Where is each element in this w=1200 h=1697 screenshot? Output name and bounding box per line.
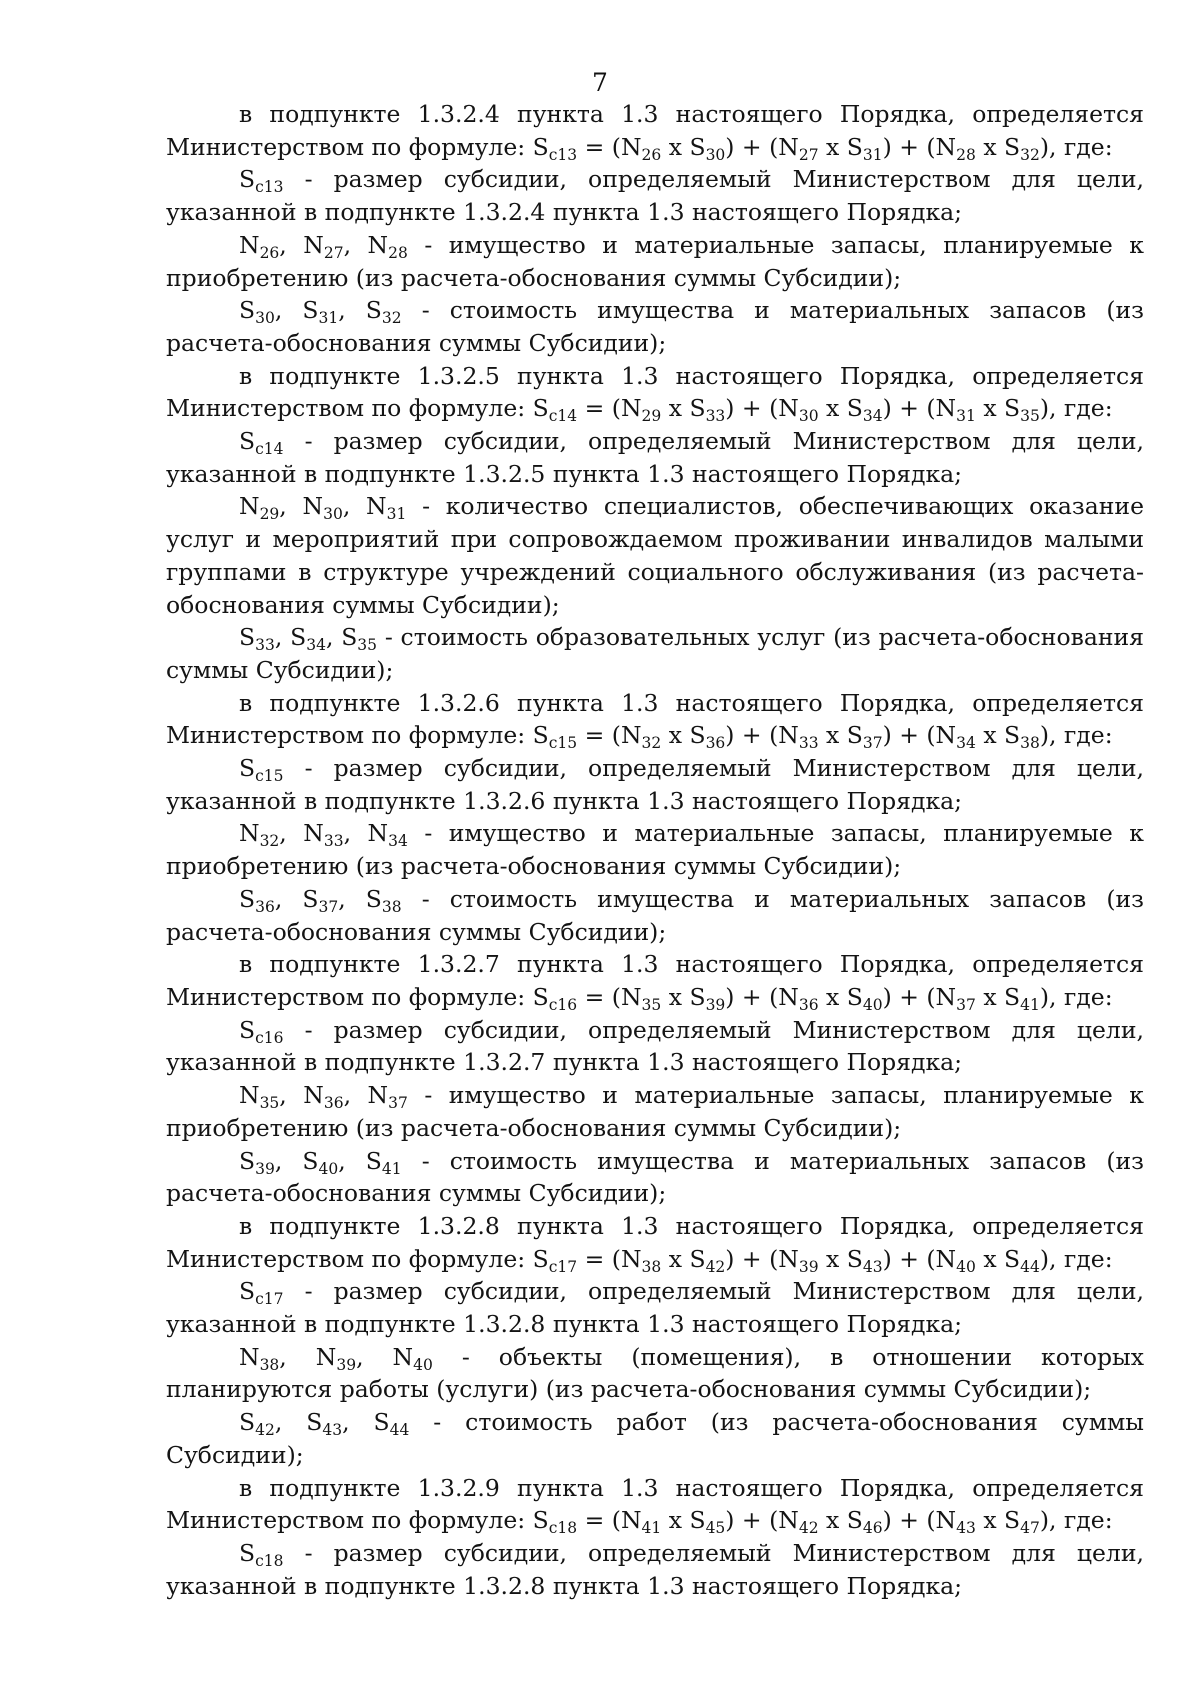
paragraph: $S_{39}$, $S_{40}$, $S_{41}$ - стоимость имущества и материальных запасов (из расчета-обоснования суммы Субсидии); xyxy=(166,1146,1145,1208)
paragraph: $S_{с16}$ - размер субсидии, определяемый Министерством для цели, указанной в подпункте 1.3.2.7 пункта 1.3 настоящего Порядка; xyxy=(166,1015,1144,1077)
paragraph: $S_{36}$, $S_{37}$, $S_{38}$ - стоимость имущества и материальных запасов (из расчета-обоснования суммы Субсидии); xyxy=(166,884,1145,946)
paragraph: $N_{26}$, $N_{27}$, $N_{28}$ - имущество и материальные запасы, планируемые к приобретению (из расчета-обоснования суммы Субсидии); xyxy=(166,230,1144,292)
paragraph: $N_{35}$, $N_{36}$, $N_{37}$ - имущество и материальные запасы, планируемые к приобретению (из расчета-обоснования суммы Субсидии); xyxy=(166,1081,1144,1142)
paragraph: $N_{38}$, $N_{39}$, $N_{40}$ - объекты (помещения), в отношении которых планируются работы (услуги) (из расчета-обоснования суммы Субсидии); xyxy=(166,1342,1144,1404)
paragraph: $S_{с14}$ - размер субсидии, определяемый Министерством для цели, указанной в подпункте 1.3.2.5 пункта 1.3 настоящего Порядка; xyxy=(166,427,1144,488)
paragraph: $N_{32}$, $N_{33}$, $N_{34}$ - имущество и материальные запасы, планируемые к приобретению (из расчета-обоснования суммы Субсидии); xyxy=(166,819,1144,881)
paragraph: $S_{33}$, $S_{34}$, $S_{35}$ - стоимость образовательных услуг (из расчета-обоснования суммы Субсидии); xyxy=(166,623,1144,684)
paragraph: $S_{с18}$ - размер субсидии, определяемый Министерством для цели, указанной в подпункте 1.3.2.8 пункта 1.3 настоящего Порядка; xyxy=(166,1538,1144,1600)
paragraph: в подпункте 1.3.2.9 пункта 1.3 настоящего Порядка, определяется Министерством по формуле: $S_{с18} = (N_{41}$ x $S_{45}) + (N_{42}$ x $S_{46}) + (N_{43}$ x $S_{47}$), где: xyxy=(166,1473,1144,1538)
paragraph: $S_{30}$, $S_{31}$, $S_{32}$ - стоимость имущества и материальных запасов (из расчета-обоснования суммы Субсидии); xyxy=(166,296,1145,357)
paragraph: в подпункте 1.3.2.8 пункта 1.3 настоящего Порядка, определяется Министерством по формуле: $S_{с17} = (N_{38}$ x $S_{42}) + (N_{39}$ x $S_{43}) + (N_{40}$ x $S_{44}$), где: xyxy=(166,1211,1144,1276)
paragraph: $S_{42}$, $S_{43}$, $S_{44}$ - стоимость работ (из расчета-обоснования суммы Субсидии); xyxy=(166,1408,1144,1469)
paragraph: в подпункте 1.3.2.4 пункта 1.3 настоящего Порядка, определяется Министерством по формуле: $S_{с13} = (N_{26}$ x $S_{30}) + (N_{27}$ x $S_{31}) + (N_{28}$ x $S_{32}$), где: xyxy=(166,100,1144,164)
paragraph: $N_{29}$, $N_{30}$, $N_{31}$ - количество специалистов, обеспечивающих оказание услуг и мероприятий при сопровождаемом проживании инвалидов малыми группами в структуре учреждений социального обслуживания (из расчета-обоснования суммы Субсидии); xyxy=(166,492,1144,619)
paragraph: $S_{с13}$ - размер субсидии, определяемый Министерством для цели, указанной в подпункте 1.3.2.4 пункта 1.3 настоящего Порядка; xyxy=(166,165,1144,227)
paragraph: в подпункте 1.3.2.7 пункта 1.3 настоящего Порядка, определяется Министерством по формуле: $S_{с16} = (N_{35}$ x $S_{39}) + (N_{36}$ x $S_{40}) + (N_{37}$ x $S_{41}$), где: xyxy=(166,950,1144,1014)
page-number: 7 xyxy=(592,68,608,97)
paragraph: $S_{с17}$ - размер субсидии, определяемый Министерством для цели, указанной в подпункте 1.3.2.8 пункта 1.3 настоящего Порядка; xyxy=(166,1277,1144,1339)
paragraph: в подпункте 1.3.2.6 пункта 1.3 настоящего Порядка, определяется Министерством по формуле: $S_{с15} = (N_{32}$ x $S_{36}) + (N_{33}$ x $S_{37}) + (N_{34}$ x $S_{38}$), где: xyxy=(166,688,1144,753)
document-body xyxy=(166,98,1144,1602)
paragraph: в подпункте 1.3.2.5 пункта 1.3 настоящего Порядка, определяется Министерством по формуле: $S_{с14} = (N_{29}$ x $S_{33}) + (N_{30}$ x $S_{34}) + (N_{31}$ x $S_{35}$), где: xyxy=(166,361,1144,426)
paragraph: $S_{с15}$ - размер субсидии, определяемый Министерством для цели, указанной в подпункте 1.3.2.6 пункта 1.3 настоящего Порядка; xyxy=(166,754,1144,815)
